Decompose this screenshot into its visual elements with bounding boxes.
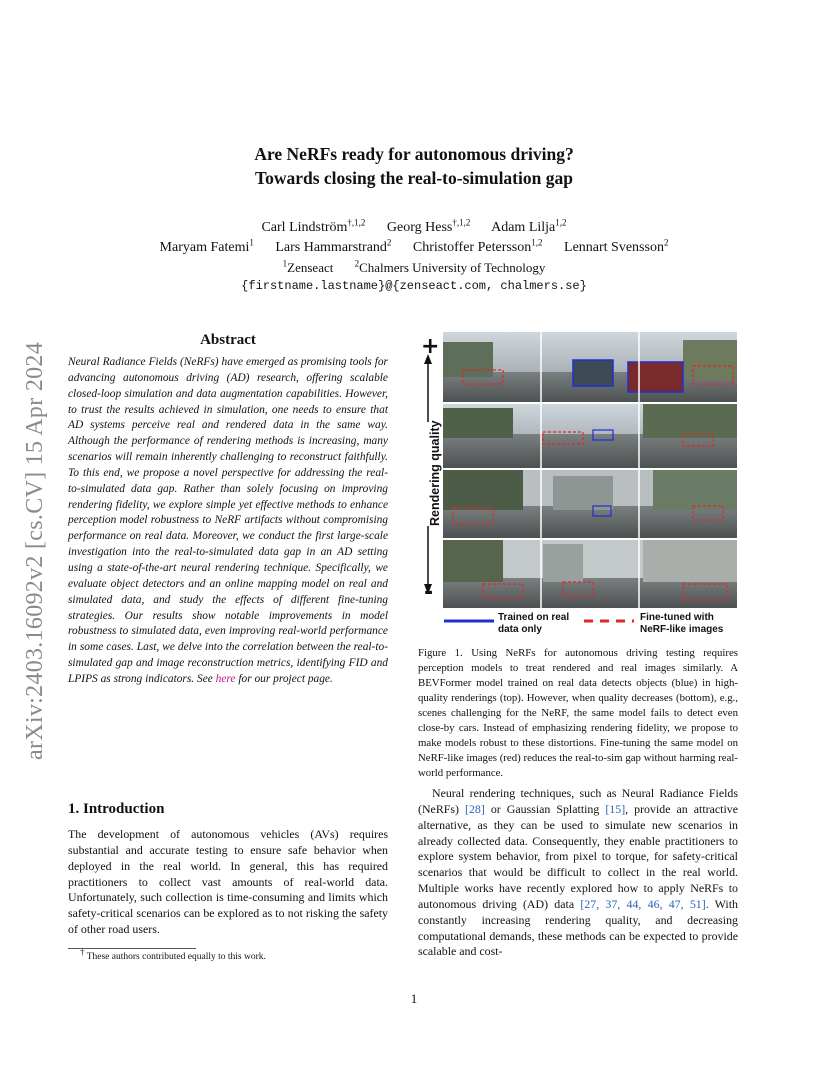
abstract-tail: for our project page.	[235, 672, 333, 685]
author-affiliation-mark: †,1,2	[347, 217, 366, 228]
author-affiliation-mark: 1,2	[531, 237, 543, 248]
section-heading-introduction: 1. Introduction	[68, 801, 165, 817]
author-affiliation-mark: †,1,2	[452, 217, 471, 228]
right-column-paragraph	[418, 786, 738, 960]
legend-label-nerf-line2: NeRF-like images	[640, 624, 724, 635]
author-email: {firstname.lastname}@{zenseact.com, chalmers.se}	[241, 279, 587, 293]
render-grid	[443, 332, 737, 608]
title-line-2: Towards closing the real-to-simulation gap	[255, 168, 573, 188]
legend-label-real-line2: data only	[498, 624, 542, 635]
footnote	[80, 947, 266, 963]
author-row-1	[0, 218, 828, 238]
page-number: 1	[410, 991, 418, 1006]
title-line-1: Are NeRFs ready for autonomous driving?	[254, 144, 574, 164]
axis-minus-sign: -	[424, 580, 434, 605]
figure-1-caption: Figure 1. Using NeRFs for autonomous driving testing requires perception models to treat rendered and real images similarly. A BEVFormer model trained on real data detects objects (blue) in high-quality renderings (top). However, when quality decreases (bottom), e.g., scenes challenging for the NeRF, the same model fails to detect even close-by cars. Instead of emphasizing rendering fidelity, we propose to make models robust to these distortions. Fine-tuning the same model on NeRF-like images (red) reduces the real-to-sim gap without harming real-world performance.	[418, 647, 738, 779]
author-row-2	[0, 238, 828, 258]
affiliation-name: Chalmers University of Technology	[359, 260, 546, 275]
project-page-link[interactable]: here	[215, 672, 236, 685]
body-text: , provide an attractive alternative, as they can be used to simulate new scenarios in already collected data. Consequently, they enable practitioners to explore system behavior, from pixel to torque, for safety-critical scenarios that would be difficult to collect in the real world. Multiple works have recently explored how to apply NeRFs to autonomous driving (AD) data	[418, 801, 738, 911]
affiliation-mark: 1	[282, 258, 288, 269]
paper-title	[0, 142, 828, 190]
author-name: Lennart Svensson	[564, 240, 664, 255]
author-affiliation-mark: 1	[249, 237, 254, 248]
abstract-body	[68, 355, 388, 688]
legend-label-nerf-line1: Fine-tuned with	[640, 612, 714, 623]
footnote-divider	[68, 948, 196, 949]
author-affiliation-mark: 2	[663, 237, 669, 248]
footnote-text: These authors contributed equally to this work.	[86, 952, 266, 963]
author-name: Christoffer Petersson	[412, 240, 532, 255]
author-name: Carl Lindström	[261, 220, 348, 235]
body-text: or Gaussian Splatting	[484, 801, 606, 816]
body-text: . With constantly increasing rendering quality, and decreasing computational demands, these methods can be expected to provide scalable and cost-	[418, 896, 738, 959]
author-affiliation-mark: 2	[386, 237, 392, 248]
legend-label-real	[498, 612, 569, 636]
author-name: Lars Hammarstrand	[275, 240, 387, 255]
figure-1-image	[412, 330, 742, 638]
abstract-heading: Abstract	[200, 332, 256, 348]
body-text: Neural rendering techniques, such as Neural Radiance Fields (NeRFs)	[418, 786, 738, 816]
affiliation-mark: 2	[354, 258, 360, 269]
author-name: Adam Lilja	[491, 220, 556, 235]
citation-link[interactable]: [15]	[605, 801, 626, 816]
affiliation-name: Zenseact	[287, 260, 334, 275]
legend-label-nerf	[640, 612, 723, 636]
axis-label-rendering-quality: Rendering quality	[428, 420, 442, 526]
arxiv-identifier: arXiv:2403.16092v2 [cs.CV] 15 Apr 2024	[22, 341, 48, 760]
citation-link[interactable]: [27, 37, 44, 46, 47, 51]	[580, 896, 706, 911]
legend-label-real-line1: Trained on real	[498, 612, 570, 623]
affiliations	[0, 258, 828, 278]
axis-plus-sign: +	[421, 334, 440, 359]
footnote-mark: †	[80, 947, 85, 957]
author-name: Georg Hess	[386, 220, 453, 235]
citation-link[interactable]: [28]	[464, 801, 485, 816]
author-name: Maryam Fatemi	[159, 240, 250, 255]
author-affiliation-mark: 1,2	[555, 217, 567, 228]
abstract-text: Neural Radiance Fields (NeRFs) have emerged as promising tools for advancing autonomous driving (AD) research, offering scalable closed-loop simulation and data augmentation capabilities. However, to trust the results achieved in simulation, one needs to ensure that AD systems perceive real and rendered data in the same way. Although the performance of rendering methods is increasing, many scenarios will remain inherently challenging to reconstruct faithfully. To this end, we propose a novel perspective for addressing the real-to-simulated data gap. Rather than solely focusing on improving rendering fidelity, we explore simple yet effective methods to enhance perception model robustness to NeRF artifacts without compromising performance on real data. Moreover, we conduct the first large-scale investigation into the real-to-simulated data gap in an AD setting using a state-of-the-art neural rendering technique. Specifically, we evaluate object detectors and an online mapping model on real and simulated data, and study the effects of different fine-tuning strategies. Our results show notable improvements in model robustness to simulated data, even improving real-world performance in some cases. Last, we delve into the correlation between the real-to-simulated gap and image reconstruction metrics, identifying FID and LPIPS as strong indicators. See	[68, 356, 388, 685]
introduction-paragraph: The development of autonomous vehicles (AVs) requires substantial and accurate testing to ensure safe behavior when deployed in the real world. In general, this has required practitioners to collect vast amounts of real-world data. Unfortunately, such collection is time-consuming and limits which safety-critical scenarios can be explored as to not risking the safety of other road users.	[68, 827, 388, 937]
